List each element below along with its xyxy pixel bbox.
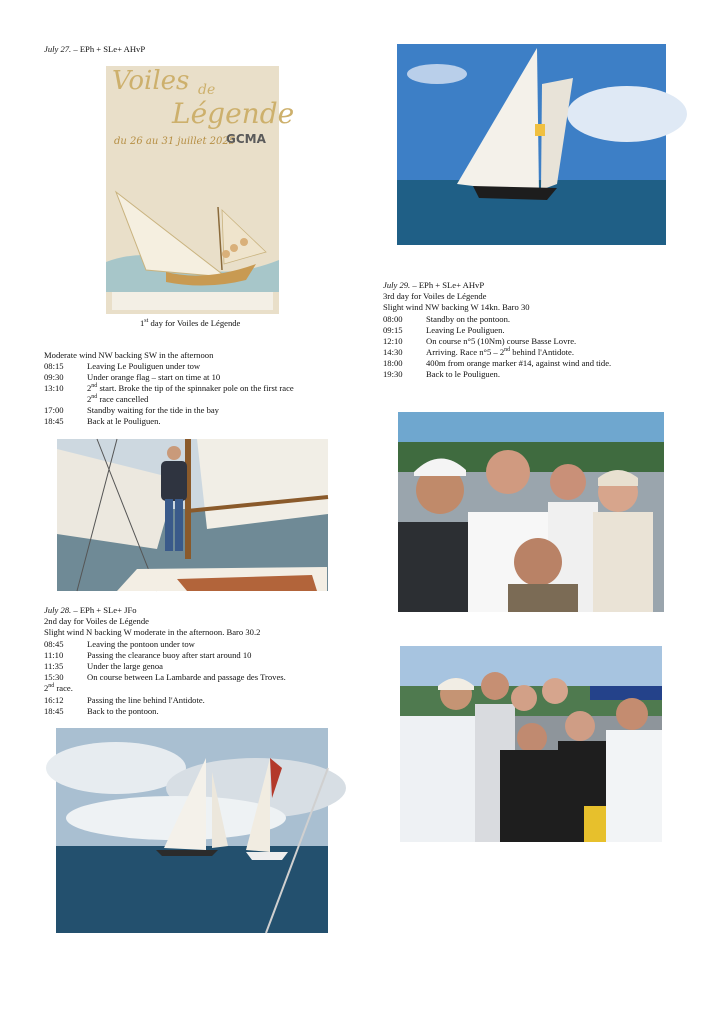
poster-title-voiles: Voiles (112, 66, 190, 96)
photo-sailing-yacht (397, 44, 666, 245)
day2-log-row: 16:12 Passing the line behind l'Antidote. (44, 695, 205, 705)
poster-caption: 1st day for Voiles de Légende (140, 318, 241, 328)
poster-title-de: de (198, 82, 216, 98)
poster-dates: du 26 au 31 juillet 2025 (114, 136, 236, 147)
day1-log-row: 17:00 Standby waiting for the tide in the bay (44, 405, 219, 415)
day3-log-row: 19:30 Back to le Pouliguen. (383, 369, 500, 379)
day3-date: July 29. (383, 280, 411, 290)
day1-log-row: 09:30 Under orange flag – start on time at 10 (44, 372, 221, 382)
day3-log-row: 18:00 400m from orange marker #14, against wind and tide. (383, 358, 612, 368)
day1-log-row: 08:15 Leaving Le Pouliguen under tow (44, 361, 201, 371)
day3-log-row: 09:15 Leaving Le Pouliguen. (383, 325, 505, 335)
day2-log-wrap: 2nd race. (44, 683, 73, 693)
day2-date: July 28. (44, 605, 72, 615)
photo-crew-selfie (398, 412, 664, 612)
day2-log-row: 11:35 Under the large genoa (44, 661, 163, 671)
day2-log-row: 08:45 Leaving the pontoon under tow (44, 639, 195, 649)
day1-log-row: 18:45 Back at le Pouliguen. (44, 416, 161, 426)
day3-log-row: 14:30 Arriving. Race n°5 – 2nd behind l'Antidote. (383, 347, 574, 357)
day2-weather: Slight wind N backing W moderate in the afternoon. Baro 30.2 (44, 627, 261, 637)
poster-org: GCMA (226, 132, 266, 146)
day2-heading (44, 605, 137, 615)
day2-crew: – EPh + SLe+ JFo (71, 605, 137, 615)
day3-log-row: 12:10 On course n°5 (10Nm) course Basse Lovre. (383, 336, 577, 346)
day3-weather: Slight wind NW backing W 14kn. Baro 30 (383, 302, 530, 312)
day1-log-row: 13:10 2nd start. Broke the tip of the spinnaker pole on the first race (44, 383, 294, 393)
day1-date: July 27. (44, 44, 72, 54)
day2-log-row: 15:30 On course between La Lambarde and passage des Troves. (44, 672, 286, 682)
photo-two-boats (56, 728, 328, 933)
day1-log-row: 2nd race cancelled (87, 394, 149, 404)
poster-sponsor-strip (112, 292, 273, 310)
day3-log-row: 08:00 Standby on the pontoon. (383, 314, 511, 324)
day1-crew: – EPh + SLe+ AHvP (71, 44, 146, 54)
day2-log-row: 18:45 Back to the pontoon. (44, 706, 159, 716)
poster-title-legende: Légende (172, 97, 295, 130)
day3-heading (383, 280, 484, 290)
day1-weather: Moderate wind NW backing SW in the afternoon (44, 350, 214, 360)
day1-heading (44, 44, 145, 54)
day3-crew: – EPh + SLe+ AHvP (410, 280, 485, 290)
day2-subtitle: 2nd day for Voiles de Légende (44, 616, 149, 626)
poster-illustration (106, 152, 279, 292)
photo-crew-celebration (400, 646, 662, 842)
event-poster (106, 66, 295, 314)
day3-subtitle: 3rd day for Voiles de Légende (383, 291, 487, 301)
photo-crew-on-deck (57, 439, 328, 591)
day2-log-row: 11:10 Passing the clearance buoy after start around 10 (44, 650, 252, 660)
